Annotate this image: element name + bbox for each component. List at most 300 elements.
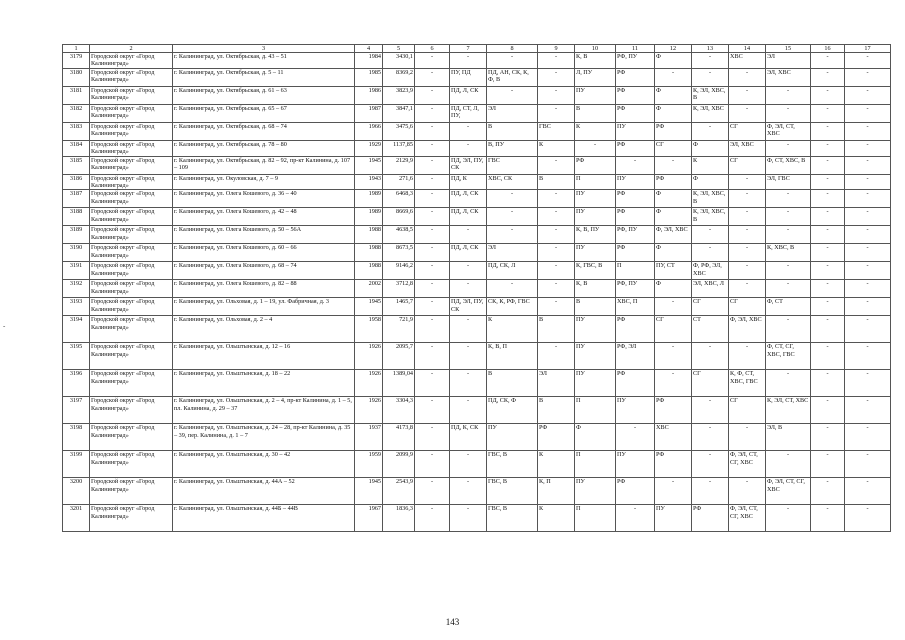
data-cell: - — [845, 262, 891, 280]
data-cell: - — [692, 424, 729, 451]
page-number: 143 — [445, 617, 460, 627]
data-cell: ЭЛ, ХВС — [766, 68, 811, 86]
data-cell: - — [845, 244, 891, 262]
data-cell: 2543,9 — [383, 478, 415, 505]
data-cell: 1137,85 — [383, 140, 415, 156]
data-cell: 1926 — [355, 370, 383, 397]
data-cell: - — [766, 208, 811, 226]
row-number-cell: 3188 — [63, 208, 90, 226]
data-cell: - — [692, 343, 729, 370]
data-cell: Ф, ЭЛ, СТ, СГ, ХВС — [729, 451, 766, 478]
data-cell: ПУ — [616, 451, 655, 478]
data-cell: ПД, СК, Л — [487, 262, 538, 280]
data-cell: - — [811, 397, 845, 424]
data-cell: 1836,3 — [383, 505, 415, 532]
data-cell: - — [487, 190, 538, 208]
column-header-16: 16 — [811, 45, 845, 53]
table-row — [63, 68, 891, 86]
column-header-17: 17 — [845, 45, 891, 53]
address-cell: г. Калининград, ул. Ольштынская, д. 30 – 42 — [173, 451, 355, 478]
data-cell: - — [415, 343, 450, 370]
data-cell: Л, ПУ — [575, 68, 616, 86]
data-cell: 1985 — [355, 68, 383, 86]
data-cell: П — [575, 505, 616, 532]
data-cell: ПУ — [575, 86, 616, 104]
data-cell: ПУ — [655, 505, 692, 532]
data-cell: 2129,9 — [383, 156, 415, 174]
data-cell: В, ПУ — [487, 140, 538, 156]
column-header-3: 3 — [173, 45, 355, 53]
data-cell: РФ — [655, 122, 692, 140]
data-cell: - — [538, 68, 575, 86]
address-cell: г. Калининград, ул. Олега Кошевого, д. 50 – 56А — [173, 226, 355, 244]
data-cell: 1987 — [355, 104, 383, 122]
data-cell: СГ — [655, 140, 692, 156]
data-cell: 1937 — [355, 424, 383, 451]
data-cell: - — [415, 140, 450, 156]
data-cell: - — [845, 104, 891, 122]
data-cell: ПД, Л, СК — [450, 208, 487, 226]
column-header-10: 10 — [575, 45, 616, 53]
data-cell: - — [845, 140, 891, 156]
data-cell: - — [655, 156, 692, 174]
data-cell: - — [538, 343, 575, 370]
data-cell: - — [811, 298, 845, 316]
data-cell: 6468,3 — [383, 190, 415, 208]
municipality-cell: Городской округ «Город Калининград» — [90, 104, 173, 122]
data-cell: ГВС, В — [487, 505, 538, 532]
data-cell: - — [811, 280, 845, 298]
address-cell: г. Калининград, ул. Ольховая, д. 2 – 4 — [173, 316, 355, 343]
municipality-cell: Городской округ «Город Калининград» — [90, 86, 173, 104]
data-cell: РФ — [655, 451, 692, 478]
data-cell: ХВС — [729, 53, 766, 69]
address-cell: г. Калининград, ул. Олега Кошевого, д. 68 – 74 — [173, 262, 355, 280]
municipality-cell: Городской округ «Город Калининград» — [90, 478, 173, 505]
municipality-cell: Городской округ «Город Калининград» — [90, 298, 173, 316]
table-row — [63, 156, 891, 174]
data-cell: - — [415, 208, 450, 226]
data-cell: - — [415, 68, 450, 86]
data-cell: ПУ — [575, 190, 616, 208]
data-cell: - — [845, 190, 891, 208]
column-header-6: 6 — [415, 45, 450, 53]
data-cell: ПУ — [575, 208, 616, 226]
data-cell: 3712,8 — [383, 280, 415, 298]
data-cell: СГ — [692, 298, 729, 316]
data-cell: ПУ — [575, 478, 616, 505]
data-cell: - — [538, 244, 575, 262]
data-cell: ЭЛ — [538, 370, 575, 397]
row-number-cell: 3195 — [63, 343, 90, 370]
data-cell: К — [538, 140, 575, 156]
data-cell: - — [729, 343, 766, 370]
municipality-cell: Городской округ «Город Калининград» — [90, 174, 173, 190]
municipality-cell: Городской округ «Город Калининград» — [90, 68, 173, 86]
data-cell: К, В — [575, 53, 616, 69]
address-cell: г. Калининград, ул. Октябрьская, д. 65 – 67 — [173, 104, 355, 122]
data-cell: - — [450, 53, 487, 69]
row-number-cell: 3184 — [63, 140, 90, 156]
row-number-cell: 3183 — [63, 122, 90, 140]
municipality-cell: Городской округ «Город Калининград» — [90, 424, 173, 451]
data-cell: - — [487, 53, 538, 69]
address-cell: г. Калининград, ул. Ольштынская, д. 44А – 52 — [173, 478, 355, 505]
column-header-14: 14 — [729, 45, 766, 53]
data-cell: ПД, СТ, Л, ПУ, — [450, 104, 487, 122]
table-row — [63, 370, 891, 397]
data-cell: - — [415, 505, 450, 532]
data-cell: Ф — [655, 244, 692, 262]
row-number-cell: 3198 — [63, 424, 90, 451]
data-cell: - — [415, 53, 450, 69]
table-body — [63, 53, 891, 532]
data-cell: Ф — [692, 174, 729, 190]
data-cell: ХВС — [655, 424, 692, 451]
table-row — [63, 244, 891, 262]
municipality-cell: Городской округ «Город Калининград» — [90, 343, 173, 370]
data-cell: ПУ, ПД — [450, 68, 487, 86]
data-cell: ПУ — [616, 122, 655, 140]
row-number-cell: 3189 — [63, 226, 90, 244]
row-number-cell: 3180 — [63, 68, 90, 86]
column-header-9: 9 — [538, 45, 575, 53]
data-cell: Ф — [655, 190, 692, 208]
table-row — [63, 226, 891, 244]
data-cell: - — [729, 208, 766, 226]
data-cell: К, ЭЛ, ХВС — [692, 104, 729, 122]
column-header-5: 5 — [383, 45, 415, 53]
data-cell: К, ЭЛ, ХВС, В — [692, 208, 729, 226]
data-cell: - — [729, 226, 766, 244]
data-cell: РФ, ПУ — [616, 226, 655, 244]
data-cell: К, В, ПУ — [575, 226, 616, 244]
municipality-cell: Городской округ «Город Калининград» — [90, 156, 173, 174]
data-cell: - — [415, 174, 450, 190]
data-cell: ПУ, СТ — [655, 262, 692, 280]
data-cell: - — [575, 140, 616, 156]
data-cell: - — [450, 370, 487, 397]
data-cell: - — [450, 226, 487, 244]
data-cell: 1926 — [355, 343, 383, 370]
data-cell: - — [766, 280, 811, 298]
data-cell: - — [811, 68, 845, 86]
data-cell: - — [766, 316, 811, 343]
data-cell: РФ — [655, 174, 692, 190]
address-cell: г. Калининград, ул. Ольштынская, д. 2 – 4, пр-кт Калинина, д. 1 – 5, пл. Калинина, д. 29 – 37 — [173, 397, 355, 424]
data-cell: ПД, СК, Ф — [487, 397, 538, 424]
data-cell: 3823,9 — [383, 86, 415, 104]
data-cell: - — [729, 262, 766, 280]
data-cell: 2002 — [355, 280, 383, 298]
data-cell: - — [450, 140, 487, 156]
data-cell: - — [487, 208, 538, 226]
data-cell: РФ, ПУ — [616, 280, 655, 298]
data-cell: РФ — [616, 68, 655, 86]
data-cell: К, ЭЛ, СТ, ХВС — [766, 397, 811, 424]
data-cell: ПД, Л, СК — [450, 86, 487, 104]
data-cell: - — [538, 298, 575, 316]
data-cell: - — [811, 343, 845, 370]
data-cell: 1984 — [355, 53, 383, 69]
data-cell: П — [575, 174, 616, 190]
data-cell: - — [487, 86, 538, 104]
data-cell: ГВС — [487, 156, 538, 174]
data-cell: - — [450, 451, 487, 478]
data-cell: - — [655, 343, 692, 370]
data-cell: - — [811, 424, 845, 451]
row-number-cell: 3200 — [63, 478, 90, 505]
data-cell: 1943 — [355, 174, 383, 190]
data-cell: - — [845, 478, 891, 505]
data-cell: П — [575, 451, 616, 478]
data-cell: - — [845, 505, 891, 532]
data-cell: - — [538, 190, 575, 208]
data-cell: ЭЛ, ГВС — [766, 174, 811, 190]
data-cell: - — [845, 343, 891, 370]
address-cell: г. Калининград, ул. Ольховая, д. 1 – 19, ул. Фабричная, д. 3 — [173, 298, 355, 316]
data-cell: Ф, РФ, ЭЛ, ХВС — [692, 262, 729, 280]
row-number-cell: 3194 — [63, 316, 90, 343]
data-cell: Ф — [655, 104, 692, 122]
data-cell: - — [415, 280, 450, 298]
data-cell: ПУ — [575, 343, 616, 370]
municipality-cell: Городской округ «Город Калининград» — [90, 226, 173, 244]
data-cell: - — [811, 451, 845, 478]
row-number-cell: 3199 — [63, 451, 90, 478]
data-cell: ПУ — [575, 244, 616, 262]
data-cell: - — [845, 280, 891, 298]
data-cell: СГ — [729, 122, 766, 140]
municipality-cell: Городской округ «Город Калининград» — [90, 244, 173, 262]
data-cell: - — [845, 451, 891, 478]
data-cell: 1966 — [355, 122, 383, 140]
data-cell: - — [811, 174, 845, 190]
data-cell: - — [415, 316, 450, 343]
data-cell: - — [729, 244, 766, 262]
data-cell: - — [415, 244, 450, 262]
data-cell: ПД, ЭЛ, ПУ, СК — [450, 156, 487, 174]
municipality-cell: Городской округ «Город Калининград» — [90, 208, 173, 226]
data-cell: К, В — [575, 280, 616, 298]
data-cell: - — [729, 280, 766, 298]
data-cell: ГВС, В — [487, 451, 538, 478]
data-cell: - — [655, 370, 692, 397]
data-cell: ГВС, В — [487, 478, 538, 505]
data-cell: РФ, ПУ — [616, 53, 655, 69]
data-cell: - — [415, 397, 450, 424]
data-cell: РФ — [616, 370, 655, 397]
data-cell: - — [811, 244, 845, 262]
housing-register-table — [62, 44, 891, 532]
data-cell: П — [616, 262, 655, 280]
data-cell: П — [575, 397, 616, 424]
data-cell: - — [811, 104, 845, 122]
data-cell: - — [692, 53, 729, 69]
data-cell: - — [845, 86, 891, 104]
municipality-cell: Городской округ «Город Калининград» — [90, 140, 173, 156]
data-cell: - — [766, 505, 811, 532]
data-cell: - — [811, 140, 845, 156]
data-cell: 1389,04 — [383, 370, 415, 397]
data-cell: 1988 — [355, 226, 383, 244]
data-cell: - — [538, 86, 575, 104]
data-cell: - — [811, 226, 845, 244]
data-cell: РФ — [616, 478, 655, 505]
data-cell: - — [415, 478, 450, 505]
data-cell: - — [450, 122, 487, 140]
data-cell: - — [450, 280, 487, 298]
data-cell: В — [487, 122, 538, 140]
data-cell: 1958 — [355, 316, 383, 343]
data-cell: - — [538, 226, 575, 244]
data-cell: В — [575, 104, 616, 122]
table-row — [63, 104, 891, 122]
data-cell: - — [415, 104, 450, 122]
row-number-cell: 3187 — [63, 190, 90, 208]
data-cell: - — [845, 208, 891, 226]
data-cell: ХВС, П — [616, 298, 655, 316]
address-cell: г. Калининград, ул. Ольштынская, д. 18 – 22 — [173, 370, 355, 397]
data-cell: - — [766, 262, 811, 280]
data-cell: - — [415, 190, 450, 208]
data-cell: 2095,7 — [383, 343, 415, 370]
row-number-cell: 3192 — [63, 280, 90, 298]
data-cell: 1988 — [355, 244, 383, 262]
data-cell: 8669,6 — [383, 208, 415, 226]
address-cell: г. Калининград, ул. Ольштынская, д. 24 – 28, пр-кт Калинина, д. 35 – 39, пер. Калинина, д. 1 – 7 — [173, 424, 355, 451]
data-cell: - — [729, 86, 766, 104]
data-cell: ПУ — [487, 424, 538, 451]
row-number-cell: 3196 — [63, 370, 90, 397]
address-cell: г. Калининград, ул. Октябрьская, д. 61 – 63 — [173, 86, 355, 104]
data-cell: СГ — [655, 316, 692, 343]
table-row — [63, 86, 891, 104]
data-cell: - — [811, 53, 845, 69]
data-cell: 271,6 — [383, 174, 415, 190]
column-header-8: 8 — [487, 45, 538, 53]
column-header-1: 1 — [63, 45, 90, 53]
table-row — [63, 343, 891, 370]
municipality-cell: Городской округ «Город Калининград» — [90, 122, 173, 140]
data-cell: РФ — [575, 156, 616, 174]
row-number-cell: 3182 — [63, 104, 90, 122]
data-cell: К — [692, 156, 729, 174]
municipality-cell: Городской округ «Город Калининград» — [90, 451, 173, 478]
address-cell: г. Калининград, ул. Октябрьская, д. 43 – 51 — [173, 53, 355, 69]
table-row — [63, 262, 891, 280]
data-cell: - — [845, 53, 891, 69]
data-cell: - — [538, 208, 575, 226]
data-cell: ПУ — [616, 397, 655, 424]
data-cell: Ф — [575, 424, 616, 451]
data-cell: - — [811, 478, 845, 505]
data-cell: - — [616, 505, 655, 532]
data-cell: - — [538, 262, 575, 280]
data-cell: 4173,8 — [383, 424, 415, 451]
data-cell: К — [538, 451, 575, 478]
data-cell: ПД, К — [450, 174, 487, 190]
data-cell: РФ — [538, 424, 575, 451]
data-cell: - — [692, 244, 729, 262]
data-cell: К, Ф, СТ, ХВС, ГВС — [729, 370, 766, 397]
data-cell: 1929 — [355, 140, 383, 156]
data-cell: К — [487, 316, 538, 343]
data-cell: ПУ — [616, 174, 655, 190]
data-cell: ЭЛ — [487, 244, 538, 262]
table-row — [63, 208, 891, 226]
data-cell: - — [766, 451, 811, 478]
data-cell: - — [845, 156, 891, 174]
data-cell: СГ — [729, 156, 766, 174]
data-cell: ПД, К, СК — [450, 424, 487, 451]
data-cell: 1959 — [355, 451, 383, 478]
table-row — [63, 140, 891, 156]
table-row — [63, 424, 891, 451]
data-cell: - — [692, 68, 729, 86]
data-cell: СГ — [729, 298, 766, 316]
data-cell: РФ — [616, 208, 655, 226]
municipality-cell: Городской округ «Город Калининград» — [90, 280, 173, 298]
data-cell: Ф, ЭЛ, ХВС — [729, 316, 766, 343]
data-cell: Ф, ЭЛ, СТ, СГ, ХВС — [766, 478, 811, 505]
data-cell: 3304,3 — [383, 397, 415, 424]
table-row — [63, 505, 891, 532]
margin-mark: - — [3, 322, 6, 330]
data-cell: Ф — [655, 86, 692, 104]
data-cell: - — [538, 156, 575, 174]
data-cell: Ф, ЭЛ, СТ, ХВС — [766, 122, 811, 140]
data-cell: ГВС — [538, 122, 575, 140]
data-cell: СГ — [692, 370, 729, 397]
municipality-cell: Городской округ «Город Калининград» — [90, 53, 173, 69]
data-cell: К, П — [538, 478, 575, 505]
data-cell: - — [415, 226, 450, 244]
table-row — [63, 316, 891, 343]
data-cell: - — [415, 370, 450, 397]
data-cell: - — [845, 397, 891, 424]
address-cell: г. Калининград, ул. Ольштынская, д. 44Б – 44В — [173, 505, 355, 532]
data-cell: РФ — [616, 86, 655, 104]
data-cell: 8369,2 — [383, 68, 415, 86]
data-cell: - — [845, 68, 891, 86]
table-row — [63, 174, 891, 190]
data-cell: - — [538, 104, 575, 122]
data-cell: - — [766, 104, 811, 122]
data-cell: ЭЛ, ХВС — [729, 140, 766, 156]
data-cell: СТ — [692, 316, 729, 343]
data-cell: СК, К, РФ, ГВС — [487, 298, 538, 316]
data-cell: РФ — [655, 397, 692, 424]
data-cell: 1945 — [355, 298, 383, 316]
column-number-header — [63, 45, 891, 53]
data-cell: Ф — [655, 208, 692, 226]
column-header-13: 13 — [692, 45, 729, 53]
data-cell: - — [845, 174, 891, 190]
data-cell: - — [692, 122, 729, 140]
data-cell: - — [415, 424, 450, 451]
data-cell: К — [538, 505, 575, 532]
data-cell: - — [655, 68, 692, 86]
column-header-2: 2 — [90, 45, 173, 53]
data-cell: РФ — [616, 140, 655, 156]
data-cell: Ф — [655, 280, 692, 298]
table-row — [63, 451, 891, 478]
address-cell: г. Калининград, ул. Олега Кошевого, д. 82 – 88 — [173, 280, 355, 298]
data-cell: - — [450, 316, 487, 343]
data-cell: - — [845, 424, 891, 451]
row-number-cell: 3193 — [63, 298, 90, 316]
